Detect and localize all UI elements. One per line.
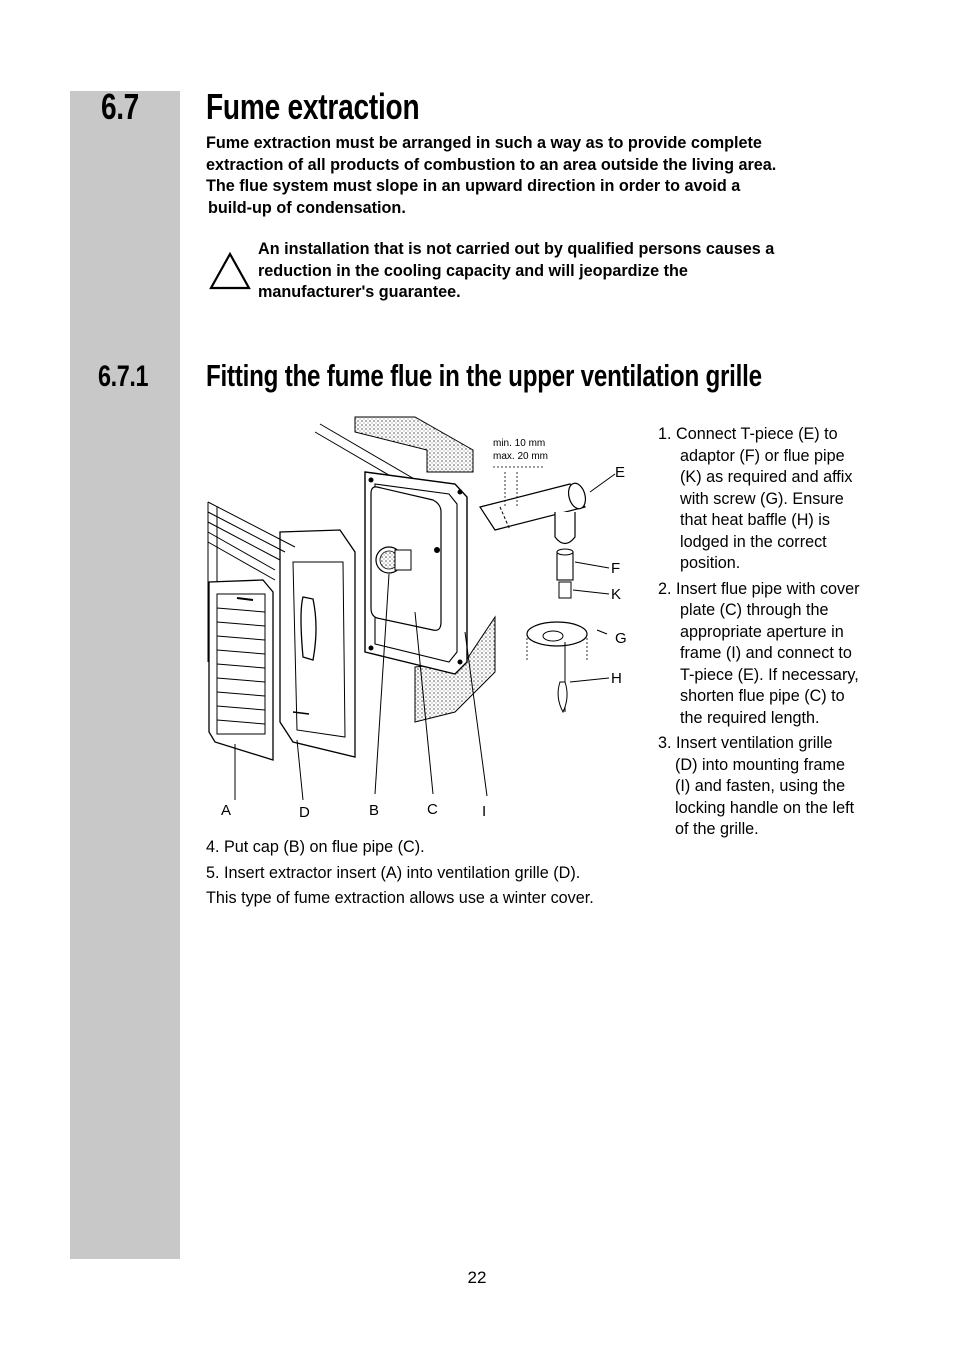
- warning-line: manufacturer's guarantee.: [258, 283, 461, 301]
- step-line: (I) and fasten, using the: [675, 777, 846, 795]
- step-line: position.: [680, 554, 741, 572]
- section-sidebar: [70, 91, 180, 1259]
- step-3: [658, 733, 898, 841]
- dimension-min: min. 10 mm: [493, 438, 546, 449]
- label-f: F: [611, 560, 621, 577]
- intro-line: Fume extraction must be arranged in such a way as to provide complete: [206, 134, 762, 152]
- step-line: (D) into mounting frame: [675, 755, 846, 774]
- step-line: of the grille.: [675, 820, 759, 838]
- intro-line: The flue system must slope in an upward direction in order to avoid a: [206, 177, 741, 195]
- step-4: 4. Put cap (B) on flue pipe (C).: [206, 838, 425, 856]
- step-1: [658, 424, 898, 575]
- adaptor: [557, 549, 573, 598]
- step-line: that heat baffle (H) is: [680, 511, 830, 529]
- step-line: T-piece (E). If necessary,: [680, 665, 859, 684]
- label-h: H: [611, 670, 622, 687]
- subsection-title: Fitting the fume flue in the upper ventilation grille: [206, 358, 762, 393]
- warning-line: reduction in the cooling capacity and will jeopardize the: [258, 261, 688, 280]
- instructions-right: [658, 424, 898, 845]
- closing-note: This type of fume extraction allows use a winter cover.: [206, 889, 594, 907]
- label-c: C: [427, 801, 438, 818]
- warning-triangle-icon: [209, 252, 251, 290]
- warning-text: [258, 239, 774, 304]
- label-g: G: [615, 630, 627, 647]
- step-line: 3. Insert ventilation grille: [658, 734, 833, 752]
- step-line: (K) as required and affix: [680, 468, 853, 486]
- installation-diagram: [205, 412, 637, 824]
- step-line: frame (I) and connect to: [680, 644, 852, 662]
- intro-line: build-up of condensation.: [208, 198, 406, 217]
- label-a: A: [221, 802, 232, 819]
- step-line: adaptor (F) or flue pipe: [680, 446, 845, 465]
- step-line: 2. Insert flue pipe with cover: [658, 579, 860, 598]
- step-5: 5. Insert extractor insert (A) into ventilation grille (D).: [206, 863, 581, 882]
- step-line: with screw (G). Ensure: [680, 489, 844, 508]
- intro-line: extraction of all products of combustion to an area outside the living area.: [206, 155, 777, 174]
- step-line: 1. Connect T-piece (E) to: [658, 425, 838, 443]
- step-2: [658, 579, 898, 730]
- flue-pipe: [480, 481, 588, 543]
- cover-plate: [371, 487, 441, 630]
- step-line: the required length.: [680, 708, 820, 727]
- intro-paragraph: [206, 133, 886, 219]
- label-e: E: [615, 464, 626, 481]
- step-line: lodged in the correct: [680, 532, 827, 551]
- step-line: shorten flue pipe (C) to: [680, 687, 845, 705]
- step-line: plate (C) through the: [680, 601, 829, 619]
- label-b: B: [369, 802, 380, 819]
- heat-baffle: [527, 622, 607, 712]
- subsection-number: 6.7.1: [98, 360, 149, 393]
- label-k: K: [611, 586, 622, 603]
- label-i: I: [482, 803, 487, 820]
- warning-line: An installation that is not carried out by qualified persons causes a: [258, 240, 775, 258]
- step-line: appropriate aperture in: [680, 622, 844, 641]
- dimension-max: max. 20 mm: [493, 451, 549, 462]
- page-number: 22: [467, 1268, 487, 1287]
- extractor-insert: [209, 580, 273, 760]
- instructions-bottom: [206, 835, 594, 912]
- section-title: Fume extraction: [206, 86, 420, 127]
- label-d: D: [299, 804, 310, 821]
- step-line: locking handle on the left: [675, 798, 855, 817]
- section-number: 6.7: [101, 86, 139, 127]
